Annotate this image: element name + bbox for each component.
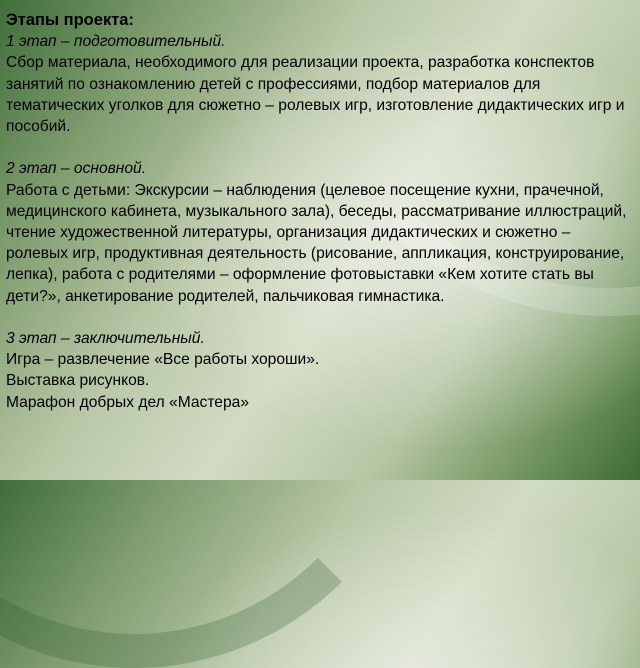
stage-2-title: 2 этап – основной. [6,160,147,178]
stage-2-text: Работа с детьми: Экскурсии – наблюдения (целевое посещение кухни, прачечной, медицинского кабинета, музыкального зала), беседы, рассматривание иллюстраций, чтение художественной литературы, организация дидактических и сюжетно – ролевых игр, продуктивная деятельность (рисование, аппликация, конструирование, лепка), работа с родителями – оформление фотовыставки «Кем хотите стать вы дети?», анкетирование родителей, пальчиковая гимнастика. [6,181,627,305]
stage-1-title: 1 этап – подготовительный. [6,33,226,51]
slide-content [6,10,632,413]
stage-3-title: 3 этап – заключительный. [6,330,205,348]
slide-heading: Этапы проекта: [6,11,134,29]
stage-3-line: Игра – развлечение «Все работы хороши». [6,351,320,369]
spacer [6,307,632,328]
stage-3-line: Выставка рисунков. [6,372,150,390]
stage-3-line: Марафон добрых дел «Мастера» [6,393,249,411]
stage-1-text: Сбор материала, необходимого для реализации проекта, разработка конспектов занятий по ознакомлению детей с профессиями, подбор материалов для тематических уголков для сюжетно – ролевых игр, изготовление дидактических игр и пособий. [6,54,625,136]
spacer [6,137,632,158]
